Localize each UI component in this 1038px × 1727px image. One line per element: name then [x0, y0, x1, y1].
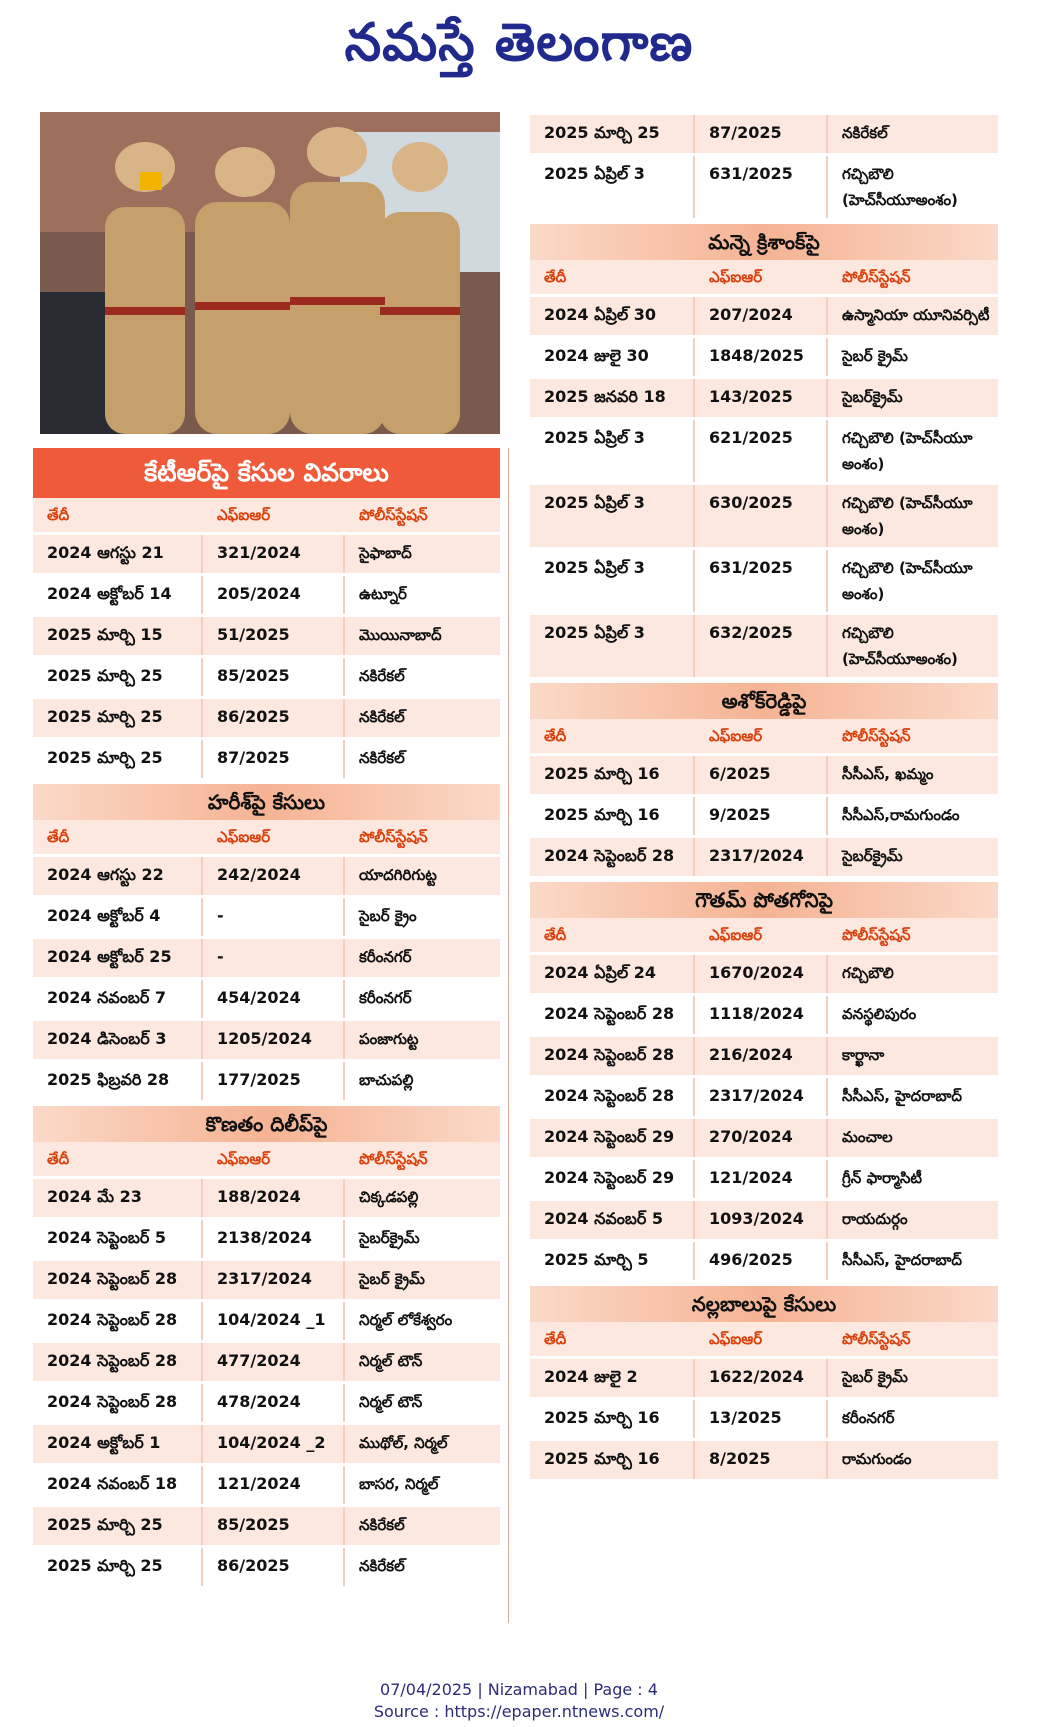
header-date: తేదీ	[544, 1330, 567, 1348]
case-date: 2024 సెప్టెంబర్ 28	[33, 1384, 203, 1422]
case-police-station: సైబర్ క్రైమ్	[842, 1368, 908, 1386]
case-police-station: గ్రీన్ ఫార్మాసిటీ	[842, 1169, 922, 1187]
case-date: 2025 మార్చి 16	[530, 1441, 695, 1479]
case-fir-number: 143/2025	[695, 379, 828, 417]
case-row	[33, 573, 500, 614]
case-fir-number: 478/2024	[203, 1384, 345, 1422]
case-date: 2025 జనవరి 18	[530, 379, 695, 417]
case-row	[530, 547, 998, 612]
case-police-station: సీసీఎస్,రామగుండం	[842, 806, 960, 824]
case-row	[530, 1198, 998, 1239]
case-row	[33, 1422, 500, 1463]
case-rows	[33, 854, 500, 1100]
case-date: 2025 మార్చి 25	[33, 740, 203, 778]
case-police-station: నిర్మల్ టౌన్	[359, 1352, 423, 1370]
case-fir-number: 8/2025	[695, 1441, 828, 1479]
case-rows	[530, 952, 998, 1280]
case-date: 2025 ఏప్రిల్ 3	[530, 615, 695, 677]
case-police-station: యాదగిరిగుట్ట	[359, 866, 437, 884]
case-date: 2024 నవంబర్ 18	[33, 1466, 203, 1504]
case-fir-number: 2317/2024	[695, 838, 828, 876]
case-date: 2025 మార్చి 16	[530, 797, 695, 835]
left-column	[33, 448, 500, 1586]
header-fir: ఎఫ్ఐఆర్	[709, 727, 763, 745]
case-fir-number: 631/2025	[695, 156, 828, 218]
case-fir-number: 177/2025	[203, 1062, 345, 1100]
case-row	[530, 753, 998, 794]
case-fir-number: 454/2024	[203, 980, 345, 1018]
case-row	[530, 335, 998, 376]
header-date: తేదీ	[47, 1150, 70, 1168]
police-photo	[40, 112, 500, 434]
section-title: మన్నె క్రిశాంక్‌పై	[530, 224, 998, 260]
case-row	[33, 614, 500, 655]
case-police-station: గచ్చిబౌలి (హెచ్‌సీయూఅంశం)	[842, 624, 958, 668]
case-row	[33, 1299, 500, 1340]
case-date: 2024 జులై 30	[530, 338, 695, 376]
case-police-station: నకిరేకల్	[359, 1516, 405, 1534]
case-row	[33, 1258, 500, 1299]
case-fir-number: 216/2024	[695, 1037, 828, 1075]
case-fir-number: 121/2024	[203, 1466, 345, 1504]
section-title: అశోక్‌రెడ్డిపై	[530, 683, 998, 719]
section-title: హరీశ్‌పై కేసులు	[33, 784, 500, 820]
case-row	[33, 696, 500, 737]
case-police-station: సైబర్ క్రైమ్	[359, 1270, 425, 1288]
case-police-station: మొయినాబాద్	[359, 626, 442, 644]
case-date: 2025 మార్చి 25	[33, 699, 203, 737]
case-police-station: కరీంనగర్	[359, 989, 412, 1007]
case-police-station: నకిరేకల్	[359, 708, 405, 726]
case-fir-number: 321/2024	[203, 535, 345, 573]
case-row	[530, 153, 998, 218]
case-section	[530, 882, 998, 1280]
case-police-station: సైఫాబాద్	[359, 544, 412, 562]
case-date: 2025 మార్చి 16	[530, 1400, 695, 1438]
column-headers	[33, 820, 500, 854]
case-row	[33, 936, 500, 977]
case-row	[530, 835, 998, 876]
case-police-station: నిర్మల్ టౌన్	[359, 1393, 423, 1411]
header-fir: ఎఫ్ఐఆర్	[709, 926, 763, 944]
case-section	[530, 683, 998, 876]
case-police-station: గచ్చిబౌలి (హెచ్‌సీయూఅంశం)	[842, 165, 958, 209]
case-fir-number: 631/2025	[695, 550, 828, 612]
case-row	[530, 612, 998, 677]
case-fir-number: 270/2024	[695, 1119, 828, 1157]
case-row	[33, 1217, 500, 1258]
case-row	[33, 1018, 500, 1059]
case-date: 2025 మార్చి 25	[530, 115, 695, 153]
case-row	[33, 1545, 500, 1586]
header-fir: ఎఫ్ఐఆర్	[709, 1330, 763, 1348]
police-officers-image	[40, 112, 500, 434]
case-fir-number: 9/2025	[695, 797, 828, 835]
case-police-station: సైబర్‌క్రైమ్	[359, 1229, 420, 1247]
case-police-station: గచ్చిబౌలి (హెచ్‌సీయూ అంశం)	[842, 494, 973, 538]
column-headers	[530, 1322, 998, 1356]
case-police-station: ఉట్నూర్	[359, 585, 407, 603]
header-date: తేదీ	[47, 828, 70, 846]
header-date: తేదీ	[544, 727, 567, 745]
case-date: 2025 మార్చి 25	[33, 658, 203, 696]
case-rows	[33, 1176, 500, 1586]
case-fir-number: 188/2024	[203, 1179, 345, 1217]
case-police-station: సైబర్‌క్రైమ్	[842, 847, 903, 865]
case-date: 2024 ఆగస్టు 22	[33, 857, 203, 895]
section-title: నల్లబాలుపై కేసులు	[530, 1286, 998, 1322]
header-station: పోలీస్‌స్టేషన్	[359, 1150, 428, 1168]
case-police-station: నకిరేకల్	[359, 749, 405, 767]
case-fir-number: 87/2025	[695, 115, 828, 153]
case-rows	[530, 1356, 998, 1479]
case-police-station: సైబర్ క్రైం	[359, 907, 417, 925]
case-police-station: కరీంనగర్	[842, 1409, 895, 1427]
case-date: 2025 మార్చి 16	[530, 756, 695, 794]
case-fir-number: -	[203, 939, 345, 977]
case-police-station: వనస్థలిపురం	[842, 1005, 917, 1023]
header-station: పోలీస్‌స్టేషన్	[842, 268, 911, 286]
case-fir-number: 85/2025	[203, 658, 345, 696]
case-row	[530, 376, 998, 417]
column-headers	[33, 1142, 500, 1176]
case-row	[530, 1034, 998, 1075]
case-date: 2024 సెప్టెంబర్ 28	[33, 1343, 203, 1381]
case-row	[530, 1116, 998, 1157]
header-fir: ఎఫ్ఐఆర్	[217, 828, 271, 846]
case-date: 2024 అక్టోబర్ 4	[33, 898, 203, 936]
case-row	[33, 1176, 500, 1217]
case-date: 2024 ఏప్రిల్ 24	[530, 955, 695, 993]
case-police-station: గచ్చిబౌలి (హెచ్‌సీయూ అంశం)	[842, 559, 973, 603]
case-date: 2025 మార్చి 25	[33, 1548, 203, 1586]
case-police-station: నకిరేకల్	[842, 124, 888, 142]
case-police-station: మంచాల	[842, 1128, 893, 1146]
case-police-station: పంజాగుట్ట	[359, 1030, 419, 1048]
case-date: 2024 ఆగస్టు 21	[33, 535, 203, 573]
case-date: 2025 ఫిబ్రవరి 28	[33, 1062, 203, 1100]
case-date: 2025 మార్చి 15	[33, 617, 203, 655]
case-date: 2025 ఏప్రిల్ 3	[530, 420, 695, 482]
case-row	[33, 655, 500, 696]
case-date: 2024 అక్టోబర్ 14	[33, 576, 203, 614]
case-date: 2024 డిసెంబర్ 3	[33, 1021, 203, 1059]
newspaper-title: నమస్తే తెలంగాణ	[344, 12, 694, 73]
case-date: 2024 సెప్టెంబర్ 29	[530, 1160, 695, 1198]
case-fir-number: 632/2025	[695, 615, 828, 677]
column-headers	[530, 260, 998, 294]
case-date: 2024 సెప్టెంబర్ 28	[33, 1302, 203, 1340]
case-date: 2024 సెప్టెంబర్ 28	[530, 996, 695, 1034]
header-station: పోలీస్‌స్టేషన్	[842, 926, 911, 944]
case-row	[33, 1340, 500, 1381]
case-police-station: సీసీఎస్, హైదరాబాద్	[842, 1087, 962, 1105]
case-date: 2024 సెప్టెంబర్ 28	[530, 838, 695, 876]
case-police-station: రామగుండం	[842, 1450, 912, 1468]
header-fir: ఎఫ్ఐఆర్	[709, 268, 763, 286]
case-police-station: చిక్కడపల్లి	[359, 1188, 419, 1206]
case-police-station: రాయదుర్గం	[842, 1210, 908, 1228]
case-date: 2024 సెప్టెంబర్ 28	[530, 1078, 695, 1116]
case-date: 2025 ఏప్రిల్ 3	[530, 156, 695, 218]
case-fir-number: 2317/2024	[695, 1078, 828, 1116]
case-fir-number: 86/2025	[203, 1548, 345, 1586]
case-row	[33, 1381, 500, 1422]
header-date: తేదీ	[544, 926, 567, 944]
case-date: 2025 ఏప్రిల్ 3	[530, 550, 695, 612]
case-row	[33, 1059, 500, 1100]
case-fir-number: 1205/2024	[203, 1021, 345, 1059]
case-date: 2024 మే 23	[33, 1179, 203, 1217]
case-date: 2024 జులై 2	[530, 1359, 695, 1397]
case-fir-number: 1622/2024	[695, 1359, 828, 1397]
header-station: పోలీస్‌స్టేషన్	[842, 727, 911, 745]
footer-source: Source : https://epaper.ntnews.com/	[373, 1702, 665, 1721]
case-date: 2024 నవంబర్ 7	[33, 980, 203, 1018]
case-fir-number: 205/2024	[203, 576, 345, 614]
case-section	[530, 112, 998, 218]
header-station: పోలీస్‌స్టేషన్	[359, 828, 428, 846]
case-police-station: నకిరేకల్	[359, 1557, 405, 1575]
case-row	[530, 482, 998, 547]
section-title: గౌతమ్ పోతగోనిపై	[530, 882, 998, 918]
case-police-station: బాచుపల్లి	[359, 1071, 414, 1089]
case-row	[530, 1397, 998, 1438]
case-police-station: సైబర్‌క్రైమ్	[842, 388, 903, 406]
section-title: కేటీఆర్‌పై కేసుల వివరాలు	[33, 448, 500, 498]
case-row	[33, 1463, 500, 1504]
header-fir: ఎఫ్ఐఆర్	[217, 506, 271, 524]
case-police-station: ముథోల్, నిర్మల్	[359, 1434, 448, 1452]
case-police-station: గచ్చిబౌలి (హెచ్‌సీయూ అంశం)	[842, 429, 973, 473]
case-row	[530, 1239, 998, 1280]
case-section	[33, 784, 500, 1100]
case-row	[530, 112, 998, 153]
case-police-station: నకిరేకల్	[359, 667, 405, 685]
case-rows	[33, 532, 500, 778]
case-police-station: సైబర్ క్రైమ్	[842, 347, 908, 365]
column-headers	[530, 918, 998, 952]
case-row	[33, 895, 500, 936]
header-fir: ఎఫ్ఐఆర్	[217, 1150, 271, 1168]
header-date: తేదీ	[544, 268, 567, 286]
column-divider	[508, 448, 509, 1623]
masthead	[0, 0, 1038, 100]
case-date: 2024 అక్టోబర్ 1	[33, 1425, 203, 1463]
case-fir-number: 51/2025	[203, 617, 345, 655]
case-police-station: కార్ఖానా	[842, 1046, 885, 1064]
case-police-station: గచ్చిబౌలి	[842, 964, 894, 982]
case-fir-number: 2317/2024	[203, 1261, 345, 1299]
header-date: తేదీ	[47, 506, 70, 524]
case-fir-number: 86/2025	[203, 699, 345, 737]
case-date: 2024 సెప్టెంబర్ 28	[530, 1037, 695, 1075]
right-column	[530, 112, 998, 1479]
footer-date-edition: 07/04/2025 | Nizamabad | Page : 4	[380, 1680, 658, 1699]
case-date: 2024 నవంబర్ 5	[530, 1201, 695, 1239]
case-fir-number: 207/2024	[695, 297, 828, 335]
case-section	[530, 224, 998, 677]
case-fir-number: 85/2025	[203, 1507, 345, 1545]
case-rows	[530, 112, 998, 218]
case-row	[33, 737, 500, 778]
case-date: 2025 మార్చి 5	[530, 1242, 695, 1280]
case-fir-number: 1118/2024	[695, 996, 828, 1034]
case-date: 2025 మార్చి 25	[33, 1507, 203, 1545]
case-row	[530, 1356, 998, 1397]
header-station: పోలీస్‌స్టేషన్	[359, 506, 428, 524]
case-police-station: కరీంనగర్	[359, 948, 412, 966]
section-title: కొణతం దిలీప్‌పై	[33, 1106, 500, 1142]
case-row	[33, 854, 500, 895]
case-date: 2024 ఏప్రిల్ 30	[530, 297, 695, 335]
case-fir-number: 2138/2024	[203, 1220, 345, 1258]
case-rows	[530, 753, 998, 876]
case-police-station: ఉస్మానియా యూనివర్సిటీ	[842, 306, 990, 324]
case-police-station: బాసర, నిర్మల్	[359, 1475, 439, 1493]
case-fir-number: 121/2024	[695, 1160, 828, 1198]
case-row	[530, 1438, 998, 1479]
case-fir-number: 496/2025	[695, 1242, 828, 1280]
case-fir-number: 477/2024	[203, 1343, 345, 1381]
case-fir-number: -	[203, 898, 345, 936]
case-fir-number: 104/2024 _2	[203, 1425, 345, 1463]
case-row	[530, 1157, 998, 1198]
case-date: 2024 సెప్టెంబర్ 28	[33, 1261, 203, 1299]
case-rows	[530, 294, 998, 677]
case-row	[33, 977, 500, 1018]
case-date: 2024 సెప్టెంబర్ 5	[33, 1220, 203, 1258]
column-headers	[530, 719, 998, 753]
case-section	[33, 1106, 500, 1586]
case-police-station: సీసీఎస్, ఖమ్మం	[842, 765, 934, 783]
case-police-station: నిర్మల్ లోకేశ్వరం	[359, 1311, 453, 1329]
case-row	[530, 794, 998, 835]
case-fir-number: 13/2025	[695, 1400, 828, 1438]
case-row	[33, 1504, 500, 1545]
case-row	[530, 417, 998, 482]
case-section	[33, 448, 500, 778]
case-fir-number: 1093/2024	[695, 1201, 828, 1239]
case-date: 2024 సెప్టెంబర్ 29	[530, 1119, 695, 1157]
case-date: 2025 ఏప్రిల్ 3	[530, 485, 695, 547]
case-fir-number: 630/2025	[695, 485, 828, 547]
case-row	[33, 532, 500, 573]
case-row	[530, 1075, 998, 1116]
column-headers	[33, 498, 500, 532]
case-fir-number: 1848/2025	[695, 338, 828, 376]
case-row	[530, 993, 998, 1034]
case-police-station: సీసీఎస్, హైదరాబాద్	[842, 1251, 962, 1269]
case-fir-number: 621/2025	[695, 420, 828, 482]
case-row	[530, 294, 998, 335]
case-date: 2024 అక్టోబర్ 25	[33, 939, 203, 977]
case-row	[530, 952, 998, 993]
case-fir-number: 87/2025	[203, 740, 345, 778]
case-fir-number: 104/2024 _1	[203, 1302, 345, 1340]
case-fir-number: 6/2025	[695, 756, 828, 794]
header-station: పోలీస్‌స్టేషన్	[842, 1330, 911, 1348]
case-section	[530, 1286, 998, 1479]
case-fir-number: 1670/2024	[695, 955, 828, 993]
case-fir-number: 242/2024	[203, 857, 345, 895]
